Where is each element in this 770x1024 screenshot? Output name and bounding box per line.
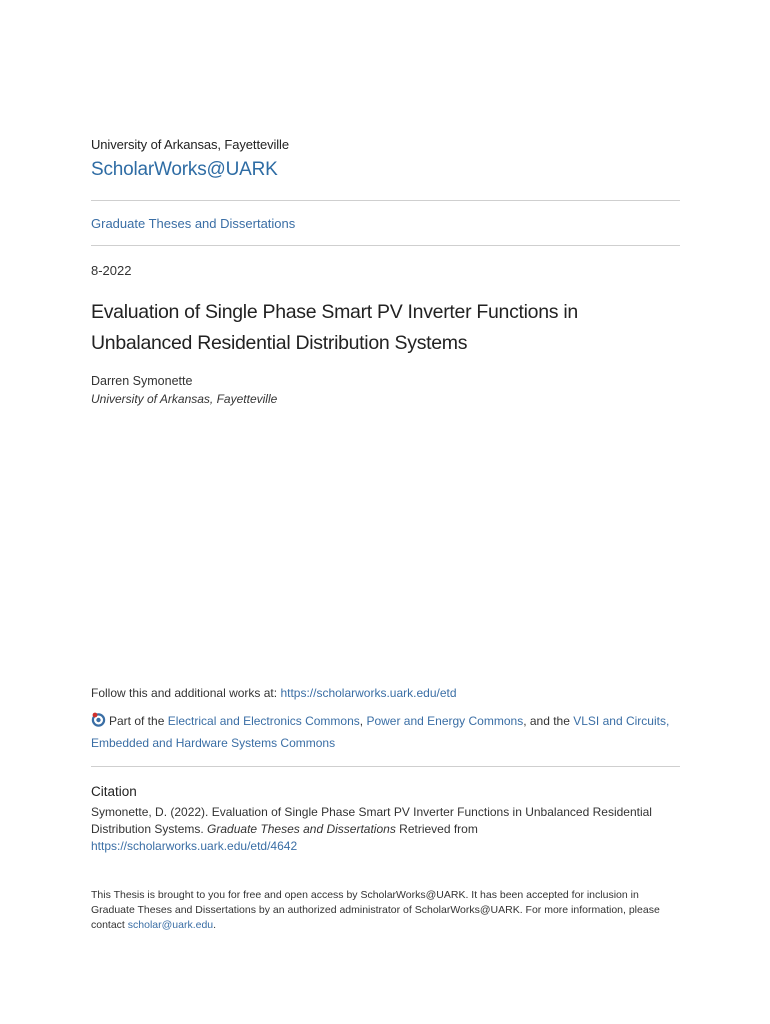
author-name: Darren Symonette (91, 374, 193, 388)
vlsi-commons-link[interactable]: VLSI and Circuits, Embedded and Hardware Systems Commons (91, 714, 670, 750)
series-link[interactable]: Graduate Theses and Dissertations (91, 216, 296, 231)
notice-end: . (213, 919, 217, 931)
cover-page (91, 0, 680, 1024)
citation-url[interactable]: https://scholarworks.uark.edu/etd/4642 (91, 839, 298, 853)
citation-main: Symonette, D. (2022). Evaluation of Single Phase Smart PV Inverter Functions in Unbalanced Residential Distribution Systems. (91, 805, 652, 836)
document-title (91, 297, 680, 359)
etd-link[interactable]: https://scholarworks.uark.edu/etd (280, 686, 457, 700)
divider (91, 766, 680, 767)
citation-text (91, 804, 680, 855)
notice-text: This Thesis is brought to you for free and open access by ScholarWorks@UARK. It has been accepted for inclusion in Graduate Theses and Dissertations by an authorized administrator of ScholarWorks@UARK. For more information, please contact (91, 889, 660, 931)
part-of-line (91, 710, 680, 754)
citation-retrieved: Retrieved from (395, 822, 478, 836)
title-line: Unbalanced Residential Distribution Systems (91, 332, 468, 354)
title-line: Evaluation of Single Phase Smart PV Inverter Functions in (91, 301, 578, 323)
citation-series: Graduate Theses and Dissertations (207, 822, 396, 836)
author-affiliation: University of Arkansas, Fayetteville (91, 392, 278, 406)
access-notice (91, 888, 680, 933)
separator: , and the (523, 714, 574, 728)
network-commons-icon[interactable] (91, 712, 106, 727)
follow-label: Follow this and additional works at: (91, 686, 281, 700)
repository-link[interactable]: ScholarWorks@UARK (91, 159, 278, 180)
power-energy-commons-link[interactable]: Power and Energy Commons (366, 714, 524, 728)
publication-date: 8-2022 (91, 263, 132, 278)
separator: , (359, 714, 367, 728)
electrical-commons-link[interactable]: Electrical and Electronics Commons (167, 714, 360, 728)
part-of-prefix: Part of the (109, 714, 168, 728)
institution-name: University of Arkansas, Fayetteville (91, 137, 289, 152)
citation-heading: Citation (91, 784, 137, 799)
contact-email-link[interactable]: scholar@uark.edu (127, 919, 214, 931)
follow-line (91, 686, 457, 700)
divider (91, 200, 680, 201)
divider (91, 245, 680, 246)
